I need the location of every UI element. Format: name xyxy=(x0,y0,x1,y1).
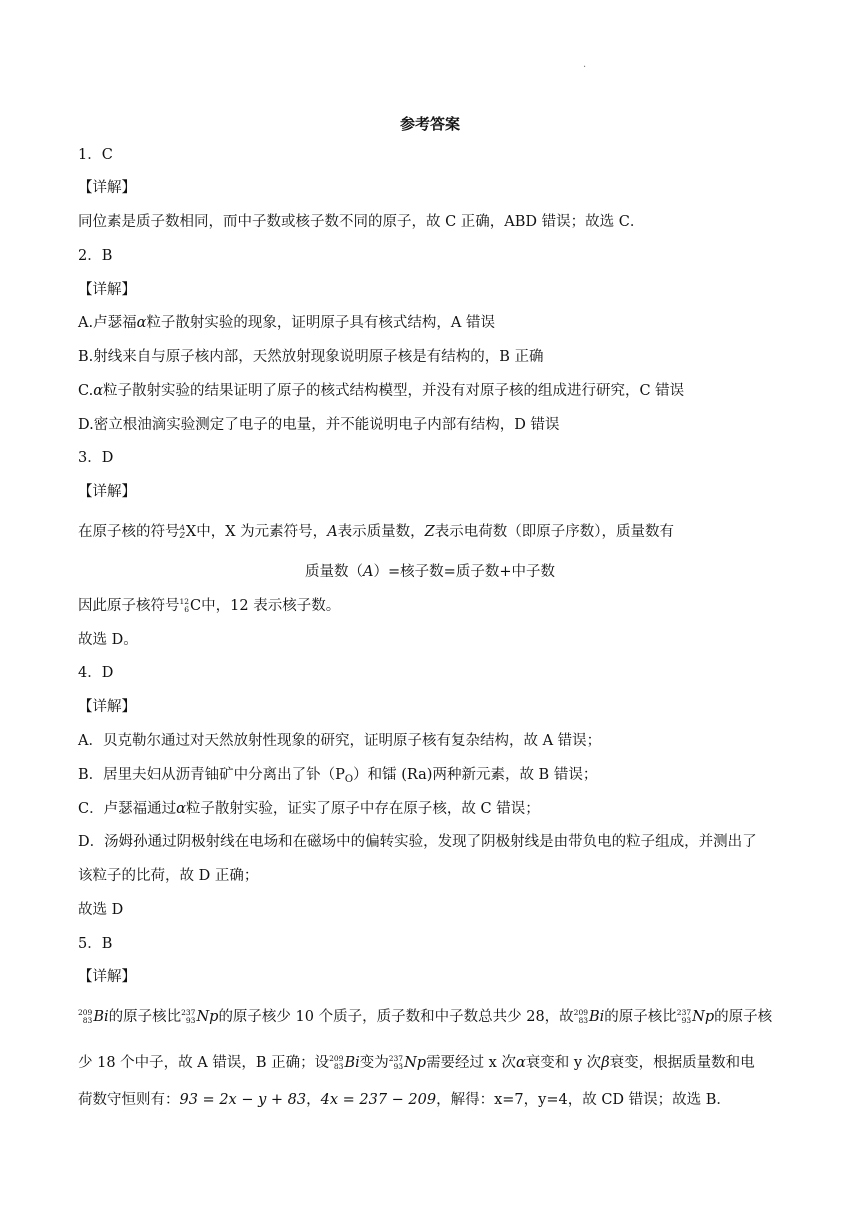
q1-answer: 1．C xyxy=(78,147,113,163)
equation-2: 4x = 237 − 209 xyxy=(320,1092,437,1108)
q5-explanation-line1: 209 83 Bi的原子核比 237 93 Np的原子核少 10 个质子，质子数和中子数总共少 28，故 209 83 Bi的原子核比 237 93 Np的原子核 xyxy=(78,1008,773,1025)
q3-explanation-line1: 在原子核的符号 A Z X中，X 为元素符号，A表示质量数，Z表示电荷数（即原子序数），质量数有 xyxy=(78,523,674,540)
nuclide-notation: 209 83 xyxy=(78,1008,93,1025)
nuclide-notation: 12 6 xyxy=(179,597,190,614)
beta-symbol: β xyxy=(601,1055,610,1071)
nuclide-notation: 209 83 xyxy=(573,1008,588,1025)
q3-answer: 3．D xyxy=(78,450,114,466)
nuclide-notation: A Z xyxy=(179,523,185,540)
q4-option-c: C．卢瑟福通过α粒子散射实验，证实了原子中存在原子核，故 C 错误； xyxy=(78,801,540,817)
q5-explanation-line3: 荷数守恒则有：93 = 2x − y + 83，4x = 237 − 209，解得：x=7，y=4，故 CD 错误；故选 B． xyxy=(78,1092,731,1108)
q2-option-c: C.α粒子散射实验的结果证明了原子的核式结构模型，并没有对原子核的组成进行研究，C 错误 xyxy=(78,383,685,399)
q3-equation: 质量数（A）=核子数=质子数+中子数 xyxy=(305,564,555,580)
alpha-symbol: α xyxy=(93,383,103,399)
page-title: 参考答案 xyxy=(399,115,460,133)
equation-1: 93 = 2x − y + 83 xyxy=(179,1092,307,1108)
nuclide-notation: 209 83 xyxy=(329,1054,344,1071)
q5-detail-tag: 【详解】 xyxy=(78,969,136,985)
q4-option-a: A．贝克勒尔通过对天然放射性现象的研究，证明原子核有复杂结构，故 A 错误； xyxy=(78,733,602,749)
q1-detail-tag: 【详解】 xyxy=(78,180,136,196)
q4-option-d-line2: 该粒子的比荷，故 D 正确； xyxy=(78,868,259,884)
q4-detail-tag: 【详解】 xyxy=(78,699,136,715)
alpha-symbol: α xyxy=(515,1055,526,1071)
alpha-symbol: α xyxy=(176,801,186,817)
q5-answer: 5．B xyxy=(78,936,113,952)
q1-explanation: 同位素是质子数相同，而中子数或核子数不同的原子，故 C 正确，ABD 错误；故选 C． xyxy=(78,214,645,230)
nuclide-notation: 237 93 xyxy=(388,1054,404,1071)
q4-option-b: B．居里夫妇从沥青铀矿中分离出了钋$(P_O)$和镭 (Ra)两种新元素，故 B 错误； xyxy=(78,767,598,785)
q2-answer: 2．B xyxy=(78,248,113,264)
q5-explanation-line2: 少 18 个中子，故 A 错误，B 正确；设 209 83 Bi变为 237 93 Np需要经过 x 次α衰变和 y 次β衰变，根据质量数和电 xyxy=(78,1054,755,1071)
q2-detail-tag: 【详解】 xyxy=(78,282,136,298)
q3-explanation-line3: 因此原子核符号 12 6 C中，12 表示核子数。 xyxy=(78,597,341,614)
q2-option-d: D.密立根油滴实验测定了电子的电量，并不能说明电子内部有结构，D 错误 xyxy=(78,417,560,433)
header-mark: · xyxy=(583,62,587,73)
q2-option-a: A.卢瑟福α粒子散射实验的现象，证明原子具有核式结构，A 错误 xyxy=(78,315,495,331)
q2-option-b: B.射线来自与原子核内部，天然放射现象说明原子核是有结构的，B 正确 xyxy=(78,349,544,365)
q3-conclusion: 故选 D。 xyxy=(78,632,138,648)
q3-detail-tag: 【详解】 xyxy=(78,484,136,500)
q4-answer: 4．D xyxy=(78,665,114,681)
q4-option-d-line1: D．汤姆孙通过阴极射线在电场和在磁场中的偏转实验，发现了阴极射线是由带负电的粒子组成，并测出了 xyxy=(78,834,757,850)
nuclide-notation: 237 93 xyxy=(181,1008,196,1025)
alpha-symbol: α xyxy=(136,315,147,331)
nuclide-notation: 237 93 xyxy=(676,1008,692,1025)
q4-conclusion: 故选 D xyxy=(78,902,124,918)
